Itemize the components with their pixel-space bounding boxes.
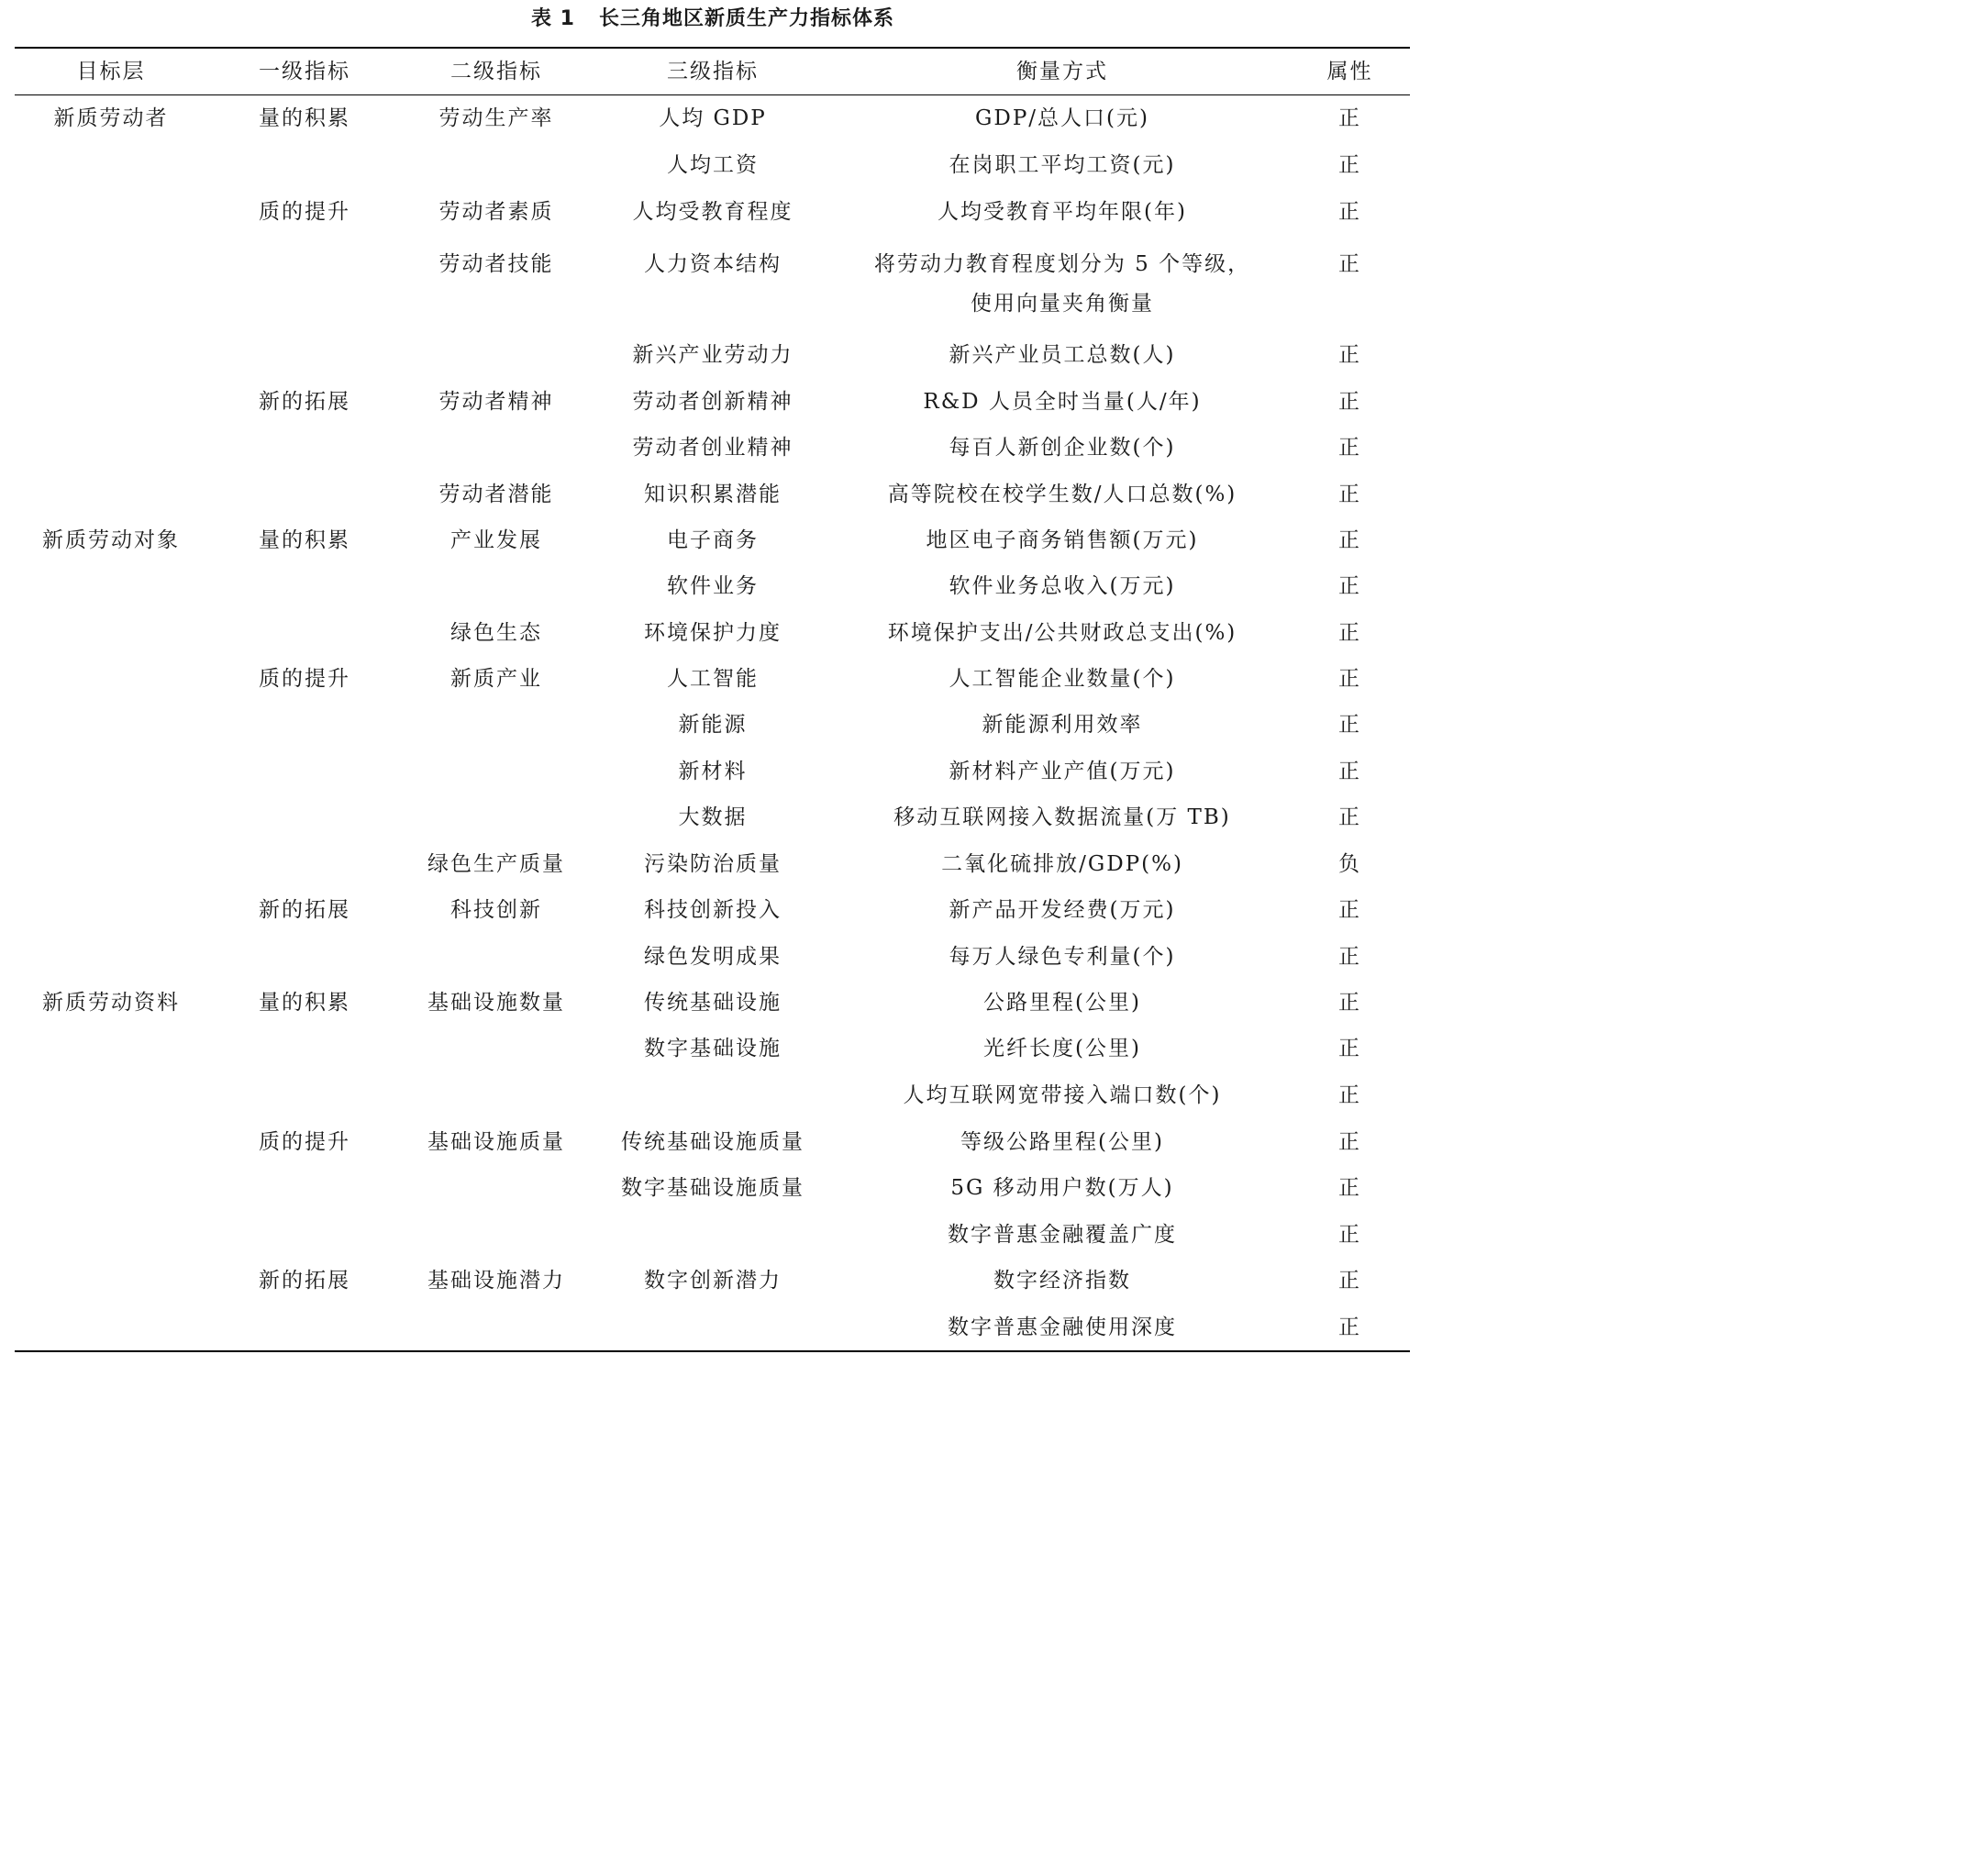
cell-level3: 传统基础设施 bbox=[644, 991, 782, 1015]
cell-attr: 正 bbox=[1338, 1130, 1361, 1154]
cell-level2: 基础设施质量 bbox=[427, 1130, 565, 1154]
cell-attr: 正 bbox=[1338, 574, 1361, 598]
cell-level3: 新能源 bbox=[678, 713, 748, 737]
cell-measure: 人工智能企业数量(个) bbox=[949, 667, 1176, 691]
cell-measure: 新能源利用效率 bbox=[982, 713, 1143, 737]
cell-level3: 人工智能 bbox=[667, 667, 759, 691]
cell-measure: 新兴产业员工总数(人) bbox=[949, 343, 1176, 367]
cell-measure: 环境保护支出/公共财政总支出(%) bbox=[887, 621, 1237, 645]
cell-level2: 新质产业 bbox=[450, 667, 542, 691]
cell-goal: 新质劳动资料 bbox=[42, 991, 180, 1015]
cell-measure: 地区电子商务销售额(万元) bbox=[926, 528, 1199, 552]
cell-attr: 正 bbox=[1338, 991, 1361, 1015]
cell-level1: 量的积累 bbox=[259, 528, 350, 552]
cell-measure: 人均互联网宽带接入端口数(个) bbox=[903, 1083, 1222, 1107]
cell-level3: 环境保护力度 bbox=[644, 621, 782, 645]
cell-level3: 软件业务 bbox=[667, 574, 759, 598]
cell-attr: 正 bbox=[1338, 200, 1361, 224]
header-measure: 衡量方式 bbox=[1016, 60, 1108, 83]
cell-level3: 劳动者创业精神 bbox=[632, 436, 793, 460]
cell-goal: 新质劳动对象 bbox=[42, 528, 180, 552]
cell-measure: 数字经济指数 bbox=[993, 1269, 1131, 1293]
cell-measure: 在岗职工平均工资(元) bbox=[949, 153, 1176, 177]
cell-measure: 软件业务总收入(万元) bbox=[949, 574, 1176, 598]
cell-attr: 正 bbox=[1338, 343, 1361, 367]
cell-attr: 正 bbox=[1338, 1315, 1361, 1339]
bottom-rule bbox=[15, 1350, 1410, 1352]
cell-measure: 新产品开发经费(万元) bbox=[949, 898, 1176, 922]
cell-level3: 人均工资 bbox=[667, 153, 759, 177]
cell-level3: 污染防治质量 bbox=[644, 852, 782, 876]
header-rule bbox=[15, 94, 1410, 95]
cell-level2: 产业发展 bbox=[450, 528, 542, 552]
cell-level2: 劳动者素质 bbox=[438, 200, 554, 224]
cell-level3: 知识积累潜能 bbox=[644, 483, 782, 506]
cell-measure: 5G 移动用户数(万人) bbox=[950, 1176, 1174, 1200]
cell-level2: 绿色生态 bbox=[450, 621, 542, 645]
cell-level2: 劳动生产率 bbox=[438, 106, 554, 130]
header-level3: 三级指标 bbox=[667, 60, 759, 83]
cell-attr: 正 bbox=[1338, 106, 1361, 130]
cell-attr: 正 bbox=[1338, 667, 1361, 691]
cell-measure: 数字普惠金融使用深度 bbox=[948, 1315, 1177, 1339]
cell-level2: 劳动者精神 bbox=[438, 390, 554, 414]
cell-level2: 科技创新 bbox=[450, 898, 542, 922]
cell-level1: 新的拓展 bbox=[259, 390, 350, 414]
cell-level3: 电子商务 bbox=[667, 528, 759, 552]
cell-level3: 新兴产业劳动力 bbox=[632, 343, 793, 367]
cell-attr: 正 bbox=[1338, 945, 1361, 969]
cell-attr: 负 bbox=[1338, 852, 1361, 876]
cell-attr: 正 bbox=[1338, 528, 1361, 552]
cell-level2: 基础设施潜力 bbox=[427, 1269, 565, 1293]
cell-attr: 正 bbox=[1338, 1223, 1361, 1247]
cell-measure: 新材料产业产值(万元) bbox=[949, 760, 1176, 783]
cell-measure: 将劳动力教育程度划分为 5 个等级， bbox=[873, 252, 1251, 276]
cell-level1: 新的拓展 bbox=[259, 1269, 350, 1293]
cell-level3: 传统基础设施质量 bbox=[621, 1130, 804, 1154]
cell-attr: 正 bbox=[1338, 483, 1361, 506]
cell-attr: 正 bbox=[1338, 1037, 1361, 1060]
cell-level3: 劳动者创新精神 bbox=[632, 390, 793, 414]
cell-level3: 数字基础设施质量 bbox=[621, 1176, 804, 1200]
cell-level2: 绿色生产质量 bbox=[427, 852, 565, 876]
cell-level1: 质的提升 bbox=[259, 667, 350, 691]
cell-level1: 质的提升 bbox=[259, 200, 350, 224]
header-level1: 一级指标 bbox=[259, 60, 350, 83]
cell-measure: 高等院校在校学生数/人口总数(%) bbox=[887, 483, 1237, 506]
cell-measure: 二氧化硫排放/GDP(%) bbox=[941, 852, 1183, 876]
cell-level3: 科技创新投入 bbox=[644, 898, 782, 922]
cell-measure: R&D 人员全时当量(人/年) bbox=[923, 390, 1202, 414]
cell-level2: 劳动者技能 bbox=[438, 252, 554, 276]
cell-level1: 量的积累 bbox=[259, 991, 350, 1015]
cell-level3: 人均受教育程度 bbox=[632, 200, 793, 224]
cell-measure: 公路里程(公里) bbox=[983, 991, 1141, 1015]
cell-attr: 正 bbox=[1338, 390, 1361, 414]
cell-level3: 数字基础设施 bbox=[644, 1037, 782, 1060]
cell-measure: 移动互联网接入数据流量(万 TB) bbox=[893, 805, 1231, 829]
cell-attr: 正 bbox=[1338, 153, 1361, 177]
cell-attr: 正 bbox=[1338, 1083, 1361, 1107]
cell-goal: 新质劳动者 bbox=[53, 106, 169, 130]
cell-attr: 正 bbox=[1338, 898, 1361, 922]
cell-measure: 人均受教育平均年限(年) bbox=[938, 200, 1187, 224]
cell-measure: 每万人绿色专利量(个) bbox=[949, 945, 1176, 969]
table-number: 表 1 bbox=[531, 7, 575, 30]
header-level2: 二级指标 bbox=[450, 60, 542, 83]
cell-level3: 数字创新潜力 bbox=[644, 1269, 782, 1293]
cell-measure: 等级公路里程(公里) bbox=[960, 1130, 1164, 1154]
cell-measure: 每百人新创企业数(个) bbox=[949, 436, 1176, 460]
cell-level1: 新的拓展 bbox=[259, 898, 350, 922]
cell-measure: 数字普惠金融覆盖广度 bbox=[948, 1223, 1177, 1247]
table-caption: 长三角地区新质生产力指标体系 bbox=[598, 7, 894, 30]
cell-level3: 大数据 bbox=[678, 805, 748, 829]
header-goal: 目标层 bbox=[76, 60, 146, 83]
cell-level1: 量的积累 bbox=[259, 106, 350, 130]
cell-level1: 质的提升 bbox=[259, 1130, 350, 1154]
cell-measure-line2: 使用向量夹角衡量 bbox=[971, 292, 1154, 316]
cell-attr: 正 bbox=[1338, 252, 1361, 276]
cell-attr: 正 bbox=[1338, 713, 1361, 737]
cell-attr: 正 bbox=[1338, 621, 1361, 645]
cell-level2: 劳动者潜能 bbox=[438, 483, 554, 506]
cell-level3: 人力资本结构 bbox=[644, 252, 782, 276]
cell-attr: 正 bbox=[1338, 760, 1361, 783]
cell-level3: 新材料 bbox=[678, 760, 748, 783]
cell-attr: 正 bbox=[1338, 1176, 1361, 1200]
cell-attr: 正 bbox=[1338, 805, 1361, 829]
cell-measure: 光纤长度(公里) bbox=[983, 1037, 1141, 1060]
cell-measure: GDP/总人口(元) bbox=[975, 106, 1149, 130]
top-rule bbox=[15, 47, 1410, 49]
table-title bbox=[0, 6, 1426, 33]
cell-level3: 人均 GDP bbox=[659, 106, 767, 130]
cell-level2: 基础设施数量 bbox=[427, 991, 565, 1015]
cell-attr: 正 bbox=[1338, 1269, 1361, 1293]
header-attr: 属性 bbox=[1326, 60, 1373, 83]
cell-attr: 正 bbox=[1338, 436, 1361, 460]
cell-level3: 绿色发明成果 bbox=[644, 945, 782, 969]
